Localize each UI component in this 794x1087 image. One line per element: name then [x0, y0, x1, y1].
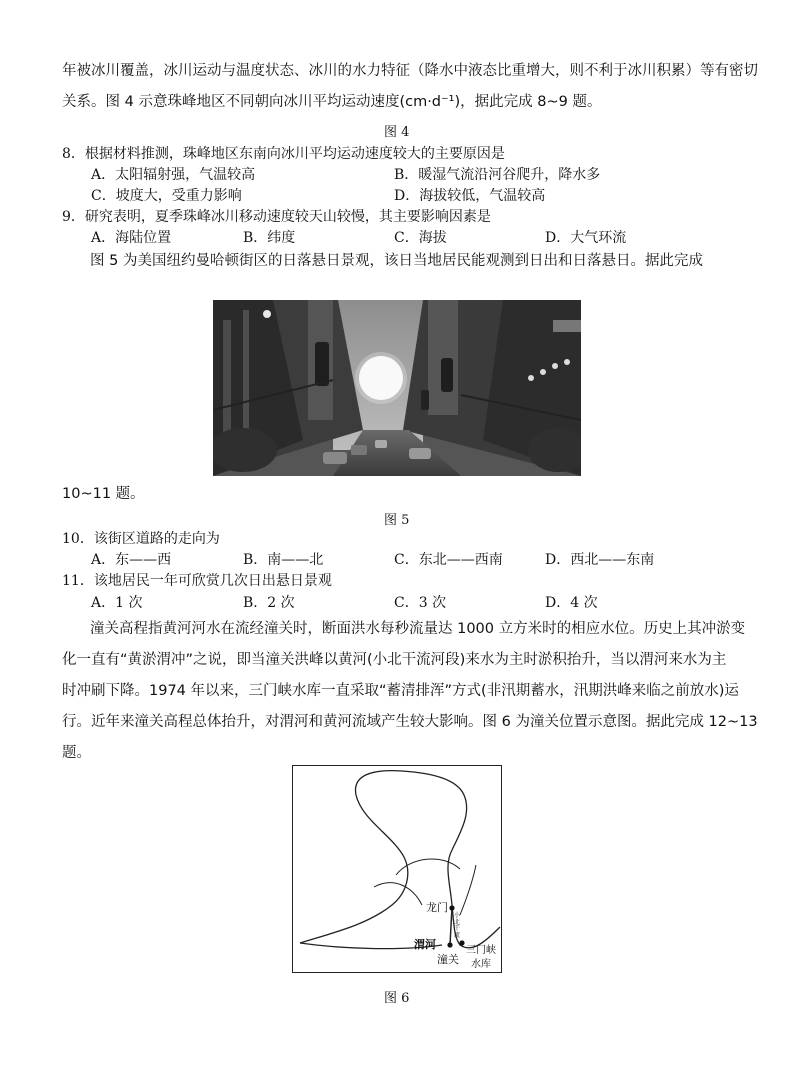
- question-8-stem: 8．根据材料推测，珠峰地区东南向冰川平均运动速度较大的主要原因是: [62, 146, 505, 162]
- question-8-option-c[interactable]: C．坡度大，受重力影响: [91, 188, 242, 204]
- question-10-stem: 10．该街区道路的走向为: [62, 531, 220, 547]
- map-label-reservoir: 水库: [471, 959, 491, 970]
- map-label-tongguan: 潼关: [437, 953, 459, 966]
- map-label-sanmenxia: 三门峡: [466, 945, 496, 956]
- intro-line-2: 关系。图 4 示意珠峰地区不同朝向冰川平均运动速度(cm·d⁻¹)，据此完成 8~9 题。: [62, 94, 602, 110]
- question-8-option-b[interactable]: B．暖湿气流沿河谷爬升，降水多: [394, 167, 601, 183]
- question-8-option-d[interactable]: D．海拔较低，气温较高: [394, 188, 546, 204]
- question-8-option-a[interactable]: A．太阳辐射强，气温较高: [91, 167, 256, 183]
- figure-6-caption: 图 6: [384, 991, 410, 1006]
- question-9-option-c[interactable]: C．海拔: [394, 230, 447, 246]
- manhattanhenge-photo: [213, 300, 581, 476]
- intro-line-1: 年被冰川覆盖，冰川运动与温度状态、冰川的水力特征（降水中液态比重增大，则不利于冰川积累）等有密切: [62, 63, 758, 79]
- question-9-stem: 9．研究表明，夏季珠峰冰川移动速度较天山较慢，其主要影响因素是: [62, 209, 491, 225]
- tongguan-line-1: 潼关高程指黄河河水在流经潼关时，断面洪水每秒流量达 1000 立方米时的相应水位。历史上其冲淤变: [90, 621, 746, 637]
- question-9-option-b[interactable]: B．纬度: [243, 230, 296, 246]
- question-11-option-c[interactable]: C．3 次: [394, 595, 447, 611]
- question-10-option-c[interactable]: C．东北——西南: [394, 552, 503, 568]
- tongguan-marker: [447, 942, 452, 947]
- question-10-option-a[interactable]: A．东——西: [91, 552, 172, 568]
- figure-4-caption: 图 4: [384, 125, 410, 140]
- question-10-option-d[interactable]: D．西北——东南: [545, 552, 655, 568]
- question-10-option-b[interactable]: B．南——北: [243, 552, 324, 568]
- sanmenxia-marker: [459, 940, 464, 945]
- tongguan-location-map: [292, 765, 502, 973]
- map-label-longmen: 龙门: [426, 901, 448, 914]
- longmen-marker: [449, 905, 454, 910]
- question-11-option-a[interactable]: A．1 次: [91, 595, 143, 611]
- question-11-stem: 11．该地居民一年可欣赏几次日出悬日景观: [62, 573, 332, 589]
- map-label-weihe: 渭河: [414, 938, 436, 951]
- tongguan-line-5: 题。: [62, 745, 91, 761]
- question-9-option-d[interactable]: D．大气环流: [545, 230, 627, 246]
- figure-5-intro-line-2: 10~11 题。: [62, 486, 145, 502]
- question-9-option-a[interactable]: A．海陆位置: [91, 230, 172, 246]
- figure-5-caption: 图 5: [384, 513, 410, 528]
- question-11-option-b[interactable]: B．2 次: [243, 595, 295, 611]
- tongguan-line-2: 化一直有“黄淤渭冲”之说，即当潼关洪峰以黄河(小北干流河段)来水为主时淤积抬升，当以渭河来水为主: [62, 652, 727, 668]
- figure-5-intro-line-1: 图 5 为美国纽约曼哈顿街区的日落悬日景观，该日当地居民能观测到日出和日落悬日。据此完成: [90, 253, 703, 269]
- tongguan-line-3: 时冲刷下降。1974 年以来，三门峡水库一直采取“蓄清排浑”方式(非汛期蓄水，汛期洪峰来临之前放水)运: [62, 683, 739, 699]
- question-11-option-d[interactable]: D．4 次: [545, 595, 598, 611]
- map-label-xiaobeiganliu: 小 北 干 流: [454, 912, 461, 939]
- tongguan-line-4: 行。近年来潼关高程总体抬升，对渭河和黄河流域产生较大影响。图 6 为潼关位置示意图。据此完成 12~13: [62, 714, 758, 730]
